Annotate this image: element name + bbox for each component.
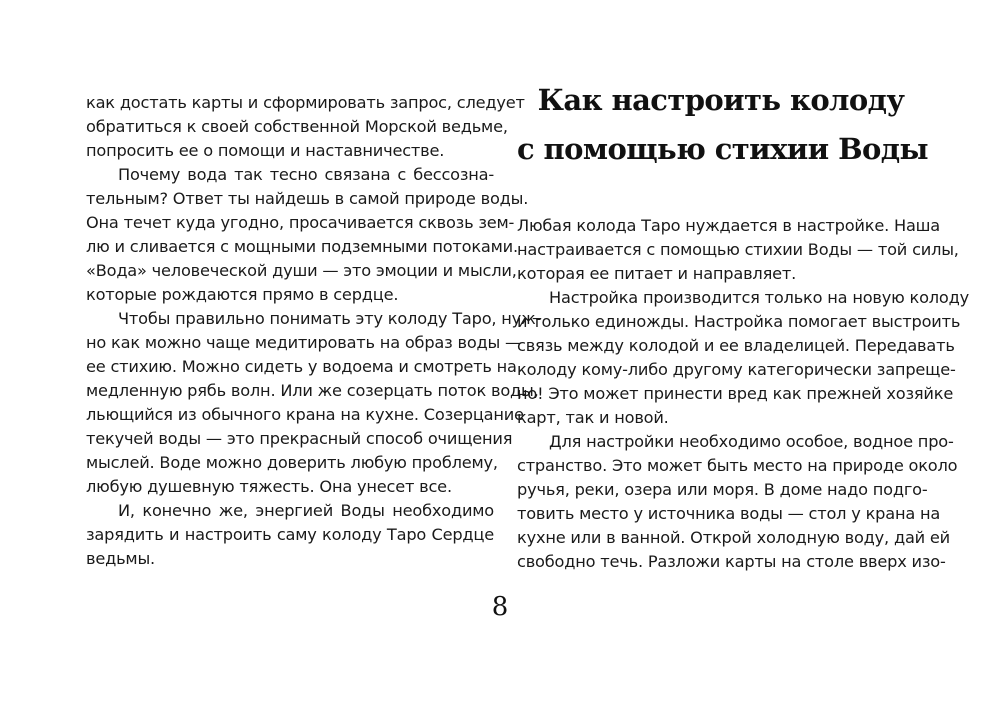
text-line: но! Это может принести вред как прежней хозяйке [517, 384, 954, 403]
text-line: которые рождаются прямо в сердце. [86, 285, 399, 304]
text-line: попросить ее о помощи и наставничестве. [86, 141, 445, 160]
text-line: карт, так и новой. [517, 408, 669, 427]
text-line: Чтобы правильно понимать эту колоду Таро, нуж- [118, 309, 542, 328]
text-line: тельным? Ответ ты найдешь в самой природе воды. [86, 189, 529, 208]
text-line: кухне или в ванной. Открой холодную воду, дай ей [517, 528, 951, 547]
text-line: Любая колода Таро нуждается в настройке. Наша [517, 216, 941, 235]
text-line: ручья, реки, озера или моря. В доме надо подго- [517, 480, 928, 499]
text-line: лю и сливается с мощными подземными потоками. [86, 237, 518, 256]
text-line: И, конечно же, энергией Воды необходимо [118, 501, 494, 520]
chapter-heading-line-1: Как настроить колоду [537, 83, 905, 117]
text-line: как достать карты и сформировать запрос, следует [86, 93, 525, 112]
text-line: обратиться к своей собственной Морской ведьме, [86, 117, 508, 136]
text-line: товить место у источника воды — стол у крана на [517, 504, 941, 523]
text-line: ведьмы. [86, 549, 155, 568]
text-line: которая ее питает и направляет. [517, 264, 797, 283]
text-line: мыслей. Воде можно доверить любую проблему, [86, 453, 498, 472]
text-line: настраивается с помощью стихии Воды — той силы, [517, 240, 959, 259]
text-line: Для настройки необходимо особое, водное про- [549, 432, 954, 451]
text-line: Настройка производится только на новую колоду [549, 288, 970, 307]
text-line: зарядить и настроить саму колоду Таро Сердце [86, 525, 494, 544]
text-line: Она течет куда угодно, просачивается сквозь зем- [86, 213, 515, 232]
text-line: странство. Это может быть место на природе около [517, 456, 958, 475]
text-line: «Вода» человеческой души — это эмоции и мысли, [86, 261, 517, 280]
text-line: свободно течь. Разложи карты на столе вверх изо- [517, 552, 946, 571]
text-line: льющийся из обычного крана на кухне. Созерцание [86, 405, 524, 424]
page-number: 8 [491, 592, 509, 622]
text-line: и только единожды. Настройка помогает выстроить [517, 312, 961, 331]
text-line: ее стихию. Можно сидеть у водоема и смотреть на [86, 357, 517, 376]
text-line: связь между колодой и ее владелицей. Передавать [517, 336, 955, 355]
chapter-heading-line-2: с помощью стихии Воды [517, 132, 928, 166]
text-line: медленную рябь волн. Или же созерцать поток воды, [86, 381, 539, 400]
text-line: колоду кому-либо другому категорически запреще- [517, 360, 956, 379]
text-line: но как можно чаще медитировать на образ воды — [86, 333, 522, 352]
text-line: Почему вода так тесно связана с бессозна- [118, 165, 494, 184]
text-line: текучей воды — это прекрасный способ очищения [86, 429, 513, 448]
text-line: любую душевную тяжесть. Она унесет все. [86, 477, 452, 496]
